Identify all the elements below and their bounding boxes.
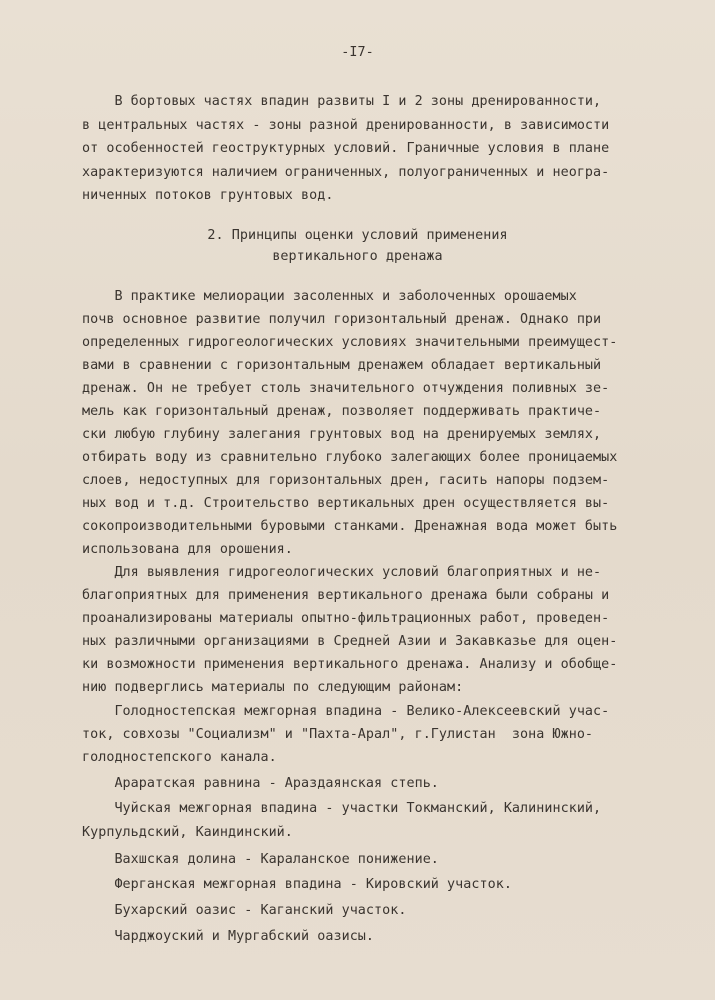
paragraph-2-line: дренаж. Он не требует столь значительного отчуждения поливных зе- [82,381,610,396]
paragraph-2-line: слоев, недоступных для горизонтальных дрен, гасить напоры подзем- [82,473,610,488]
page-number: -I7- [341,45,374,60]
paragraph-2-line: вами в сравнении с горизонтальным дренажем обладает вертикальный [82,358,602,373]
paragraph-2-line: почв основное развитие получил горизонтальный дренаж. Однако при [82,312,602,327]
section-heading: вертикального дренажа [272,249,443,264]
paragraph-1-line: В бортовых частях впадин развиты I и 2 зоны дренированности, [82,94,602,109]
paragraph-2-line: ных вод и т.д. Строительство вертикальных дрен осуществляется вы- [82,496,610,511]
paragraph-2-line: ски любую глубину залегания грунтовых вод на дренируемых землях, [82,427,602,442]
region-line: Араратская равнина - Араздаянская степь. [82,776,439,791]
paragraph-2-line: В практике мелиорации засоленных и заболоченных орошаемых [82,289,577,304]
paragraph-1-line: характеризуются наличием ограниченных, полуограниченных и неогра- [82,165,610,180]
paragraph-2-line: сокопроизводительными буровыми станками. Дренажная вода может быть [82,519,618,534]
region-line: Чуйская межгорная впадина - участки Токманский, Калининский, [82,801,602,816]
region-line: ток, совхозы "Социализм" и "Пахта-Арал", г.Гулистан зона Южно- [82,727,594,742]
region-line: Курпульдский, Каиндинский. [82,825,293,840]
paragraph-1-line: от особенностей геоструктурных условий. Граничные условия в плане [82,141,610,156]
paragraph-2-line: мель как горизонтальный дренаж, позволяет поддерживать практиче- [82,404,602,419]
region-line: Ферганская межгорная впадина - Кировский участок. [82,877,512,892]
region-line: Бухарский оазис - Каганский участок. [82,903,407,918]
paragraph-3-line: благоприятных для применения вертикального дренажа были собраны и [82,588,610,603]
paragraph-1-line: ниченных потоков грунтовых вод. [82,188,334,203]
paragraph-3-line: нию подверглись материалы по следующим районам: [82,680,464,695]
paragraph-2-line: определенных гидрогеологических условиях значительными преимущест- [82,335,618,350]
paragraph-2-line: использована для орошения. [82,542,293,557]
section-heading: 2. Принципы оценки условий применения [207,228,508,243]
region-line: голодностепского канала. [82,750,277,765]
paragraph-3-line: проанализированы материалы опытно-фильтрационных работ, проведен- [82,611,610,626]
region-line: Голодностепская межгорная впадина - Велико-Алексеевский учас- [82,704,610,719]
region-line: Чарджоуский и Мургабский оазисы. [82,929,375,944]
paragraph-3-line: ки возможности применения вертикального дренажа. Анализу и обобще- [82,657,618,672]
paragraph-3-line: ных различными организациями в Средней Азии и Закавказье для оцен- [82,634,618,649]
paragraph-3-line: Для выявления гидрогеологических условий благоприятных и не- [82,565,602,580]
paragraph-1-line: в центральных частях - зоны разной дренированности, в зависимости [82,118,610,133]
region-line: Вахшская долина - Караланское понижение. [82,852,439,867]
paragraph-2-line: отбирать воду из сравнительно глубоко залегающих более проницаемых [82,450,618,465]
